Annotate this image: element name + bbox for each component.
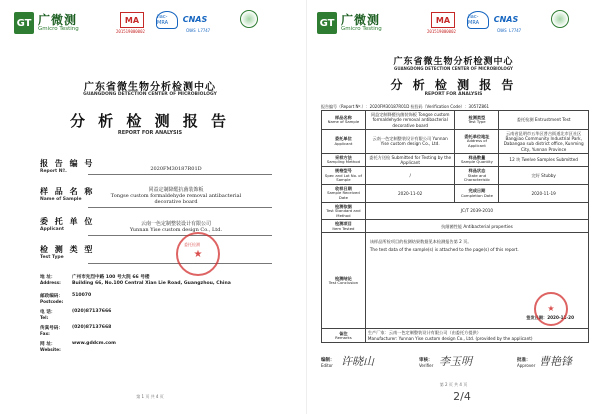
cell-label [322,111,366,130]
page-footer: 第 1 页 共 4 页 [136,394,164,399]
field-label-en: Test Type [40,255,64,260]
label-en: Sample Received Date [327,190,360,200]
field-label-cn: 检 测 类 型 [40,244,95,254]
field-sample-name [40,186,272,210]
field-underline [88,174,272,175]
editor-label-en: Editor [321,363,333,368]
editor-signature [321,357,335,368]
label-en: State and Characteristic [463,172,491,183]
sample-name-value [80,186,272,205]
label-cn: 样品状态 [468,168,486,174]
address-label-en: Address: [40,280,61,285]
field-report-number [40,158,272,178]
fax-label-en: Fax: [40,331,50,336]
field-label-en: Report Nº. [40,169,67,174]
received-date-cell: 2020-11-02 [365,184,455,202]
center-name-cn: 广东省微生物分析检测中心 [393,57,514,67]
report-title-cn: 分 析 检 测 报 告 [390,78,517,92]
report-detail-page [306,0,600,414]
applicant-value [80,220,272,233]
gt-logo-icon: GT [14,12,34,34]
address-en: Building 66, No.100 Central Xian Lie Road, Guangzhou, China [72,281,231,286]
postcode-label-en: Postcode: [40,299,64,304]
field-underline [88,207,272,208]
cnas-cert-number: CNAS L7747 [186,28,211,33]
field-label-en: Applicant [40,227,65,232]
label-cn: 样品名称 [335,114,352,120]
cma-cert-icon: MA [431,12,455,28]
report-number-value: 2020FM30187R01D [150,166,202,172]
field-label-cn: 委 托 单 位 [40,216,95,226]
official-seal-icon [534,292,568,326]
label-en: Sample Quantity [460,159,493,165]
field-label-en: Name of Sample [40,197,82,202]
label-en: Applicant [334,140,353,146]
verifier-label-cn: 审核： [419,358,433,363]
table-row [322,233,589,329]
label-en: Item Tested [332,225,355,231]
brand-name-cn: 广微测 [38,13,78,27]
seal-star-icon: ★ [193,248,203,260]
label-cn: 采样方法 [335,155,352,160]
approver-label-en: Approver [517,363,536,368]
field-applicant [40,216,272,238]
sample-quantity-cell: 12 块 Twelve Samples Submitted [499,153,589,167]
label-cn: 委托单位 [335,136,352,142]
label-cn: 检测项目 [335,221,352,227]
label-en: Name of Sample [327,119,360,125]
report-title-cn: 分 析 检 测 报 告 [69,112,231,130]
spec-cell: / [365,167,455,185]
verifier-label-en: Verifier [419,363,434,368]
cell-label [322,153,366,167]
label-en: Address of Applicant [466,138,487,148]
test-type-cell: 委托检测 Entrustment Test [499,111,589,130]
info-fax [40,325,278,337]
table-row [322,129,589,153]
report-table [321,110,589,343]
green-emblem-icon [551,10,569,28]
report-sheet [311,6,596,408]
cma-cert-number: 201519000002 [427,29,456,34]
brand-name-cn: 广微测 [341,13,381,27]
table-row [322,153,589,167]
cell-label [455,129,499,153]
gt-logo-icon: GT [317,12,337,34]
cnas-cert-icon: CNAS [493,14,519,24]
approver-signature [517,357,535,368]
table-row [322,167,589,185]
label-cn: 样品数量 [468,155,486,160]
center-name-en: GUANGDONG DETECTION CENTER OF MICROBIOLOGY [83,92,217,97]
label-cn: 备注 [339,330,348,336]
verifier-signature [419,357,433,368]
label-cn: 检测类型 [468,114,486,120]
cell-label [455,111,499,130]
remarks-cell [365,329,588,343]
seal-star-icon: ★ [547,304,555,314]
label-cn: 检测结论 [335,275,352,281]
sampling-method-cell: 委托方送检 Submitted for Testing by the Applicant [365,153,455,167]
cover-logo-row [8,6,292,40]
approver-signature-scribble: 曹艳锋 [539,355,572,368]
verifier-signature-scribble: 李玉明 [439,355,472,368]
website-label-cn: 网 址： [40,342,56,347]
test-items-cell: 抗细菌性能 Antibacterial properties [365,220,588,233]
postcode-value: 510070 [72,293,92,298]
label-en: Spec and Lot No. of Sample [324,172,362,183]
label-en: Test Conclusion [328,280,359,286]
address-cn: 广州市先烈中路 100 号大院 66 号楼 [72,275,150,280]
label-cn: 收样日期 [335,185,352,191]
label-cn: 规格型号 [335,168,352,174]
sign-date: 签发日期：2020-11-20 [526,315,574,321]
label-cn: 完成日期 [468,188,486,194]
sample-state-cell: 完好 Stubby [499,167,589,185]
label-en: Test Type [468,119,486,125]
label-en: Sampling Method [326,159,361,165]
phone-label-en: Tel: [40,315,49,320]
table-row [322,111,589,130]
cell-label [322,202,366,220]
sample-name-en-2: decorative board [154,199,198,205]
info-address [40,274,278,288]
cnas-cert-icon: CNAS [182,14,208,24]
ilac-mra-icon: ilac-MRA [467,11,489,29]
address-label-cn: 地 址： [40,275,56,280]
editor-label-cn: 编制： [321,358,335,363]
field-label-cn: 样 品 名 称 [40,186,95,196]
brand-name-en: Gmicro Testing [38,26,79,32]
phone-value: (020)87137666 [72,309,112,314]
website-value: www.gddcm.com [72,341,116,346]
report-title-en: REPORT FOR ANALYSIS [117,130,183,136]
seal-label: 委托检测 [184,242,200,247]
field-underline [88,235,272,236]
label-en: Completion Date [460,192,493,198]
cell-label [322,329,366,343]
applicant-en: Yunnan Yise custom design Co., Ltd. [129,227,223,233]
cnas-cert-number: CNAS L7747 [497,28,522,33]
signature-row [321,357,590,377]
applicant-cn: 云南一色定制整装设计有限公司 [140,221,211,227]
website-label-en: Website: [40,347,61,352]
cell-label [322,129,366,153]
postcode-label-cn: 邮政编码： [40,294,63,299]
page-footer: 第 2 页 共 4 页 [439,382,468,387]
applicant-cell: 云南一色定制整装设计有限公司 Yunnan Yise custom design Co., Ltd. [365,129,455,153]
applicant-address-cell: 云南省昆明市五华区普吉街道北市区社区 Bangjiao Community Industrial Park, Dabangao sub district office, Kunming City, Yunnan Province [499,129,589,153]
table-row [322,202,589,220]
brand-name-en: Gmicro Testing [341,26,382,32]
table-row [322,220,589,233]
field-label-cn: 报 告 编 号 [40,158,95,168]
conclusion-en: The test data of the sample(s) is attached to the page(s) of this report. [369,246,519,252]
report-title-en: REPORT FOR ANALYSIS [424,92,483,97]
cell-label [455,153,499,167]
fax-label-cn: 传真号码： [40,326,63,331]
cover-sheet [8,6,292,408]
remarks-cn: 生产厂家：云南一色定制整装设计有限公司（由委托方提供） [367,330,481,336]
test-conclusion-cell [365,233,588,329]
label-en: Remarks [335,334,352,340]
info-phone [40,309,278,321]
center-name-cn: 广东省微生物分析检测中心 [84,82,216,93]
page-indicator: 2/4 [453,390,471,403]
cell-label [322,220,366,233]
info-postcode [40,293,278,305]
sample-name-cell: 同益定制降醛抗菌装饰板 Tongse custom formaldehyde removal antibacterial decorative board [365,111,455,130]
label-cn: 委托单位地址 [464,133,490,139]
table-row [322,329,589,343]
sample-name-cn: 同益定制降醛抗菌装饰板 [148,187,204,193]
test-method-cell: JC/T 2039-2010 [365,202,588,220]
official-seal-icon [176,232,220,276]
cell-label [455,167,499,185]
cell-label [322,184,366,202]
info-website [40,341,278,353]
label-cn: 检测依据 [335,203,352,209]
editor-signature-scribble: 许晓山 [341,355,374,368]
green-emblem-icon [240,10,258,28]
cell-label [322,233,366,329]
report-number-line: 报告编号（Report Nº.）：2020FM30187R01D 检验码（Verification Code）：3057Z861 [321,104,490,109]
remarks-en: Manufacturer: Yunnan Yise custom design Co., Ltd. (provided by the applicant) [367,335,533,341]
field-test-type [40,244,272,266]
cma-cert-number: 201519000002 [116,29,145,34]
conclusion-cn: 该样品所检项目的检测结果数据见本检测报告第 2 页。 [369,239,472,245]
cma-cert-icon: MA [120,12,144,28]
table-row [322,184,589,202]
approver-label-cn: 批准： [517,358,531,363]
phone-label-cn: 电 话： [40,310,56,315]
completion-date-cell: 2020-11-19 [499,184,589,202]
ilac-mra-icon: ilac-MRA [156,11,178,29]
cell-label [455,184,499,202]
report-logo-row [311,6,596,40]
label-en: Test Standard and Method [326,207,361,218]
cell-label [322,167,366,185]
center-name-en: GUANGDONG DETECTION CENTER OF MICROBIOLOGY [394,66,513,71]
fax-value: (020)87137668 [72,325,112,330]
sample-name-en-1: Tongse custom formaldehyde removal antibacterial [110,193,242,199]
